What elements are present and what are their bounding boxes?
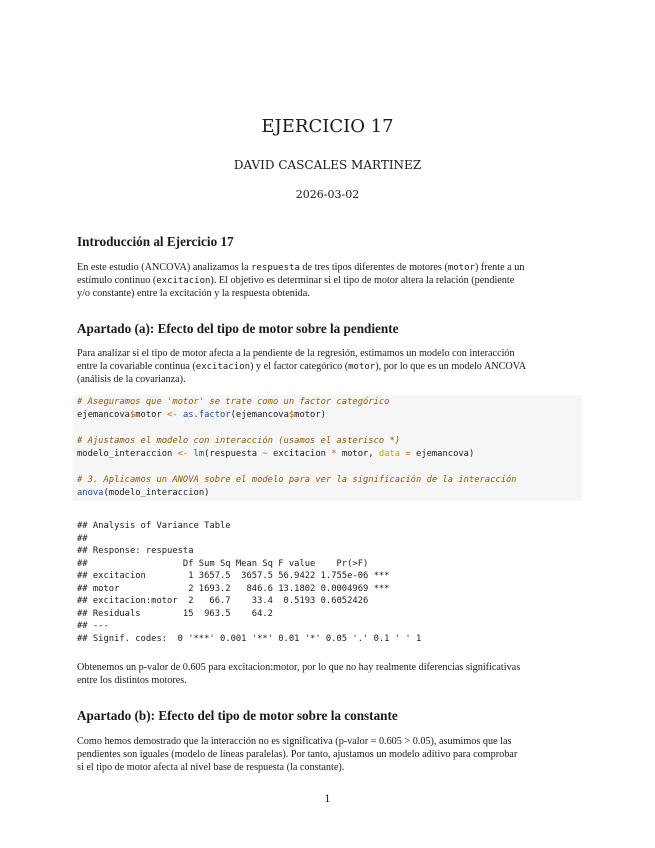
conclusion-line-1: Obtenemos un p-valor de 0.605 para excitacion:motor, por lo que no hay realmente diferencias significativas: [77, 662, 521, 673]
output-line: ## motor 2 1693.2 846.6 13.1802 0.0004969 ***: [77, 583, 390, 594]
code-comment-1: # Aseguramos que 'motor' se trate como un factor categórico: [77, 397, 390, 407]
code-line-model: modelo_interaccion <- lm(respuesta ~ excitacion * motor, data = ejemancova): [77, 449, 475, 459]
output-line: ## ---: [77, 621, 109, 631]
section-a-line-1: Para analizar si el tipo de motor afecta a la pendiente de la regresión, estimamos un modelo con interacción: [77, 348, 515, 359]
section-b-line-3: si el tipo de motor afecta al nivel base de respuesta (la constante).: [77, 762, 345, 773]
output-line: ## excitacion 1 3657.5 3657.5 56.9422 1.755e-06 ***: [77, 571, 390, 581]
section-heading-a: Apartado (a): Efecto del tipo de motor sobre la pendiente: [77, 321, 399, 336]
anova-output: [77, 520, 421, 645]
output-line: ##: [77, 533, 88, 544]
section-heading-intro: Introducción al Ejercicio 17: [77, 234, 234, 249]
code-comment-3: # 3. Aplicamos un ANOVA sobre el modelo para ver la significación de la interacción: [77, 475, 517, 485]
page-number: 1: [324, 794, 331, 805]
document-title: EJERCICIO 17: [261, 116, 394, 137]
output-line: ## Residuals 15 963.5 64.2: [77, 608, 273, 619]
output-line: ## Df Sum Sq Mean Sq F value Pr(>F): [77, 558, 369, 569]
section-b-line-2: pendientes son iguales (modelo de líneas paralelas). Por tanto, ajustamos un modelo aditivo para comprobar: [77, 749, 518, 760]
output-line: ## Response: respuesta: [77, 546, 194, 556]
conclusion-line-2: entre los distintos motores.: [77, 675, 187, 686]
intro-line-2: estímulo continuo (excitacion). El objetivo es determinar si el tipo de motor altera la relación (pendiente: [77, 275, 515, 286]
section-b-line-1: Como hemos demostrado que la interacción no es significativa (p-valor = 0.605 > 0.05), asumimos que las: [77, 736, 512, 747]
code-comment-2: # Ajustamos el modelo con interacción (usamos el asterisco *): [77, 436, 401, 446]
author: DAVID CASCALES MARTINEZ: [233, 158, 422, 172]
section-a-line-2: entre la covariable continua (excitacion) y el factor categórico (motor), por lo que es un modelo ANCOVA: [77, 361, 527, 372]
date: 2026-03-02: [295, 188, 360, 201]
output-line: ## Analysis of Variance Table: [77, 521, 231, 531]
output-line: ## excitacion:motor 2 66.7 33.4 0.5193 0.6052426: [77, 596, 369, 606]
intro-line-1: En este estudio (ANCOVA) analizamos la respuesta de tres tipos diferentes de motores (motor) frente a un: [77, 262, 525, 273]
output-line: ## Signif. codes: 0 '***' 0.001 '**' 0.01 '*' 0.05 '.' 0.1 ' ' 1: [77, 633, 422, 644]
code-line-factor: ejemancova$motor <- as.factor(ejemancova$motor): [77, 410, 326, 420]
section-a-line-3: (análisis de la covarianza).: [77, 374, 186, 385]
code-line-anova: anova(modelo_interaccion): [77, 488, 210, 498]
section-heading-b: Apartado (b): Efecto del tipo de motor sobre la constante: [77, 708, 398, 723]
intro-line-3: y/o constante) entre la excitación y la respuesta obtenida.: [77, 288, 310, 299]
